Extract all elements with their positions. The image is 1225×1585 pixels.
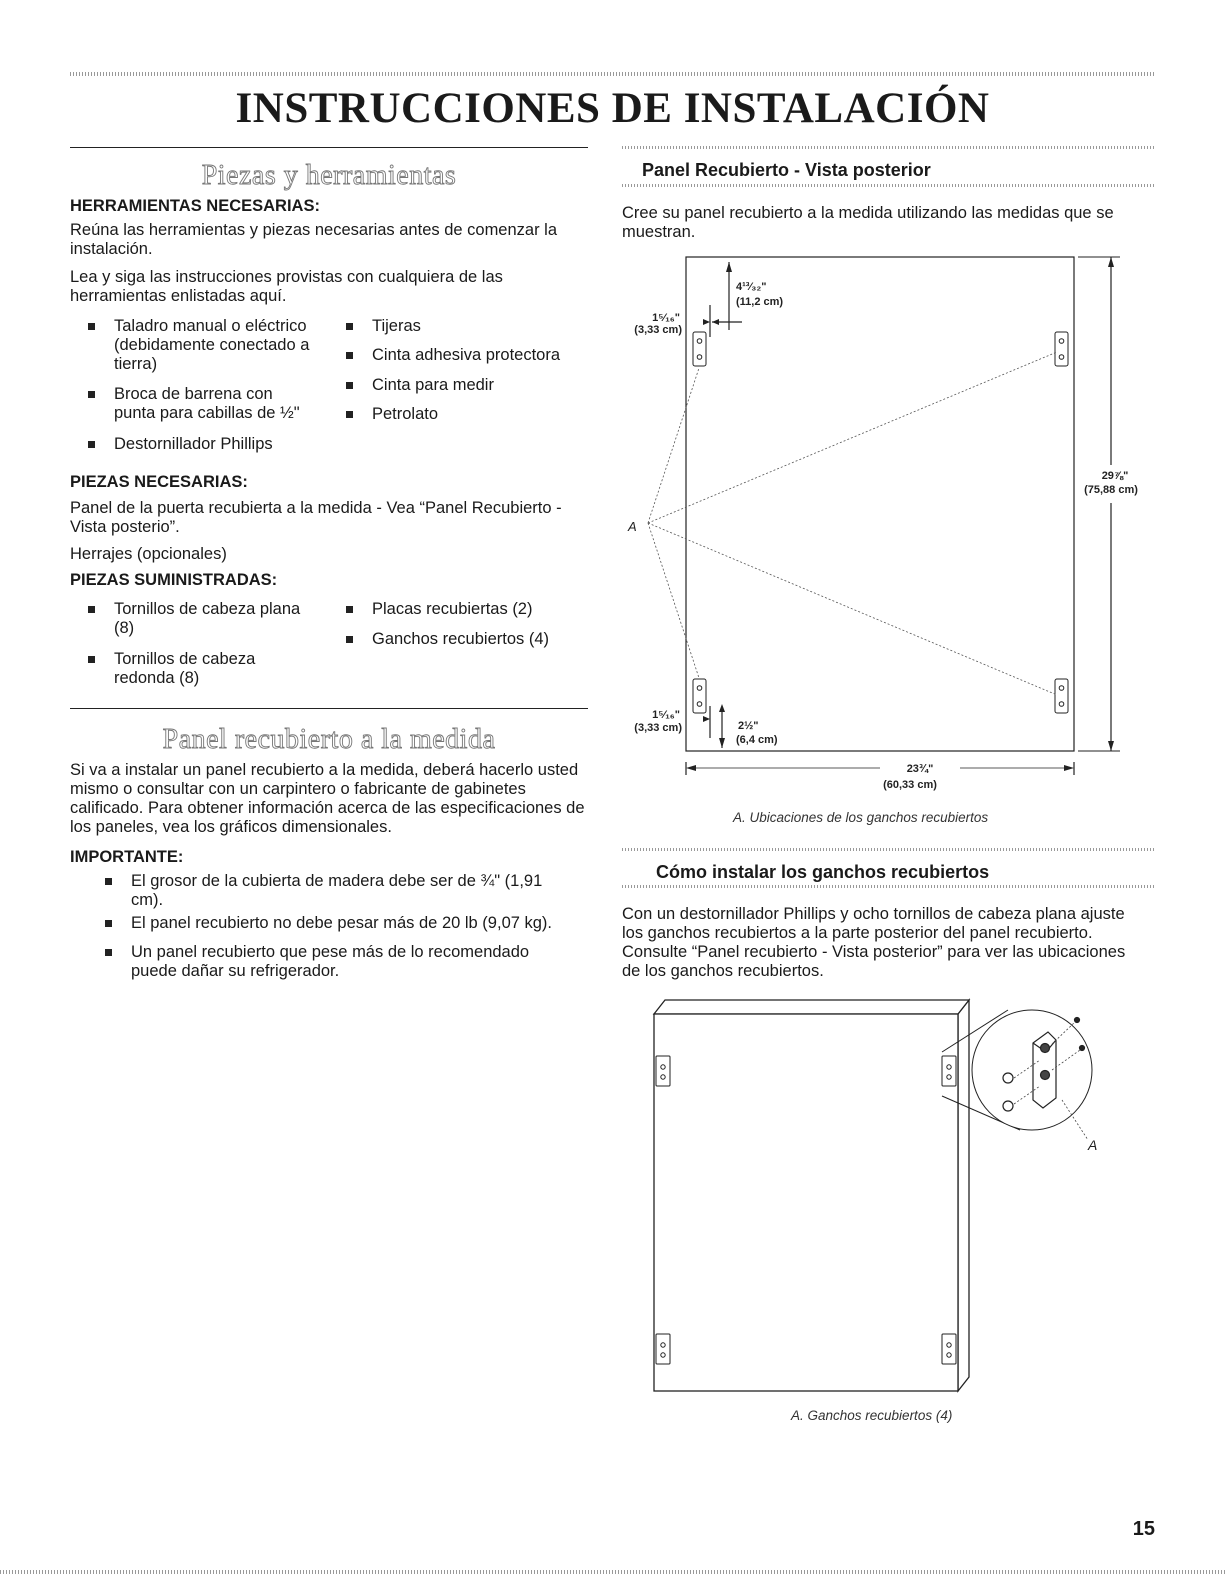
panel-rear-view-diagram — [600, 250, 1160, 810]
zoom-detail-circle — [972, 1010, 1092, 1130]
bullet-icon — [346, 352, 353, 359]
tool-item: Taladro manual o eléctrico (debidamente conectado a tierra) — [114, 317, 314, 374]
tool-item: Petrolato — [372, 405, 587, 424]
panel-rear-view-text: Cree su panel recubierto a la medida utilizando las medidas que se muestran. — [622, 204, 1114, 241]
top-dotted-rule — [70, 72, 1156, 76]
install-hooks-heading: Cómo instalar los ganchos recubiertos — [656, 862, 990, 882]
parts-text: Panel de la puerta recubierta a la medida - Vea “Panel Recubierto - Vista posterio”. — [70, 499, 562, 536]
left-section2-rule — [70, 708, 588, 709]
supplied-item: Ganchos recubiertos (4) — [372, 630, 587, 649]
panel-rear-view-heading: Panel Recubierto - Vista posterior — [642, 160, 931, 180]
label-a: A — [628, 519, 637, 534]
bullet-icon — [88, 656, 95, 663]
important-item: Un panel recubierto que pese más de lo recomendado puede dañar su refrigerador. — [131, 943, 571, 981]
important-heading: IMPORTANTE: — [70, 848, 184, 866]
important-item: El grosor de la cubierta de madera debe ser de ¾" (1,91 cm). — [131, 872, 571, 910]
dim-left-top-cm: (3,33 cm) — [634, 324, 682, 336]
panel-outline — [686, 257, 1074, 751]
page-number: 15 — [1132, 1518, 1155, 1540]
caption-hook-locations: A. Ubicaciones de los ganchos recubiertos — [733, 810, 989, 825]
tool-item: Destornillador Phillips — [114, 435, 314, 454]
supplied-item: Placas recubiertas (2) — [372, 600, 587, 619]
dim-width-in: 23¾" — [906, 763, 934, 775]
supplied-heading: PIEZAS SUMINISTRADAS: — [70, 571, 278, 589]
panel-top — [654, 1000, 969, 1014]
custom-panel-text: Si va a instalar un panel recubierto a la medida, deberá hacerlo usted mismo o consultar con un carpintero o fabricante de gabinetes calificado. Para obtener información acerca de las especificaciones de los paneles, vea los gráficos dimensionales. — [70, 761, 585, 836]
bullet-icon — [346, 323, 353, 330]
dim-height-in: 29⅞" — [1101, 470, 1129, 482]
hook-bottom-right — [1055, 679, 1068, 713]
tool-item: Tijeras — [372, 317, 587, 336]
tool-item: Cinta adhesiva protectora — [372, 346, 587, 365]
hook-bottom-left — [693, 679, 706, 713]
dim-bot-cm: (6,4 cm) — [736, 734, 778, 746]
bullet-icon — [88, 441, 95, 448]
tools-intro: Reúna las herramientas y piezas necesarias antes de comenzar la instalación. — [70, 221, 558, 258]
right-dotted-rule-3 — [622, 848, 1156, 851]
tool-item: Broca de barrena con punta para cabillas de ½" — [114, 385, 314, 423]
bullet-icon — [346, 382, 353, 389]
bullet-icon — [346, 636, 353, 643]
tools-read: Lea y siga las instrucciones provistas con cualquiera de las herramientas enlistadas aquí. — [70, 268, 503, 305]
right-dotted-rule-2 — [622, 184, 1156, 187]
bullet-icon — [105, 949, 112, 956]
right-top-dotted-rule — [622, 146, 1156, 149]
dim-height-cm: (75,88 cm) — [1084, 484, 1138, 496]
bullet-icon — [88, 391, 95, 398]
tool-item: Cinta para medir — [372, 376, 587, 395]
dim-left-bot-in: 1⁵⁄₁₆" — [652, 709, 680, 721]
parts-text-hardware: Herrajes (opcionales) — [70, 545, 227, 563]
supplied-item: Tornillos de cabeza plana (8) — [114, 600, 319, 638]
dim-top-in: 4¹³⁄₃₂" — [736, 281, 767, 293]
bullet-icon — [105, 878, 112, 885]
dim-left-top-in: 1⁵⁄₁₆" — [652, 312, 680, 324]
caption-hooks: A. Ganchos recubiertos (4) — [791, 1408, 953, 1423]
dim-width-cm: (60,33 cm) — [883, 779, 937, 791]
bullet-icon — [346, 606, 353, 613]
bullet-icon — [346, 411, 353, 418]
panel-front — [654, 1014, 958, 1391]
bullet-icon — [88, 606, 95, 613]
label-a2: A — [1088, 1137, 1098, 1153]
right-dotted-rule-4 — [622, 885, 1156, 888]
tools-heading: HERRAMIENTAS NECESARIAS: — [70, 197, 320, 215]
bullet-icon — [88, 323, 95, 330]
supplied-item: Tornillos de cabeza redonda (8) — [114, 650, 294, 688]
important-item: El panel recubierto no debe pesar más de 20 lb (9,07 kg). — [131, 914, 591, 933]
panel-side — [958, 1000, 969, 1391]
section-heading-tools: Piezas y herramientas — [201, 160, 457, 191]
bottom-dotted-rule — [0, 1570, 1225, 1574]
hooks-install-diagram — [640, 990, 1100, 1400]
hook-top-left — [693, 332, 706, 366]
page-title: INSTRUCCIONES DE INSTALACIÓN — [235, 85, 990, 132]
dim-left-bot-cm: (3,33 cm) — [634, 722, 682, 734]
left-section1-rule — [70, 147, 588, 148]
hook-top-right — [1055, 332, 1068, 366]
section-heading-custom-panel: Panel recubierto a la medida — [162, 724, 496, 755]
bullet-icon — [105, 920, 112, 927]
parts-heading: PIEZAS NECESARIAS: — [70, 473, 248, 491]
dim-top-cm: (11,2 cm) — [736, 296, 784, 308]
install-hooks-text: Con un destornillador Phillips y ocho tornillos de cabeza plana ajuste los ganchos recubiertos a la parte posterior del panel recubierto. Consulte “Panel recubierto - Vista posterior” para ver las ubicaciones de los ganchos recubiertos. — [622, 905, 1126, 980]
dim-bot-in: 2½" — [738, 720, 759, 732]
